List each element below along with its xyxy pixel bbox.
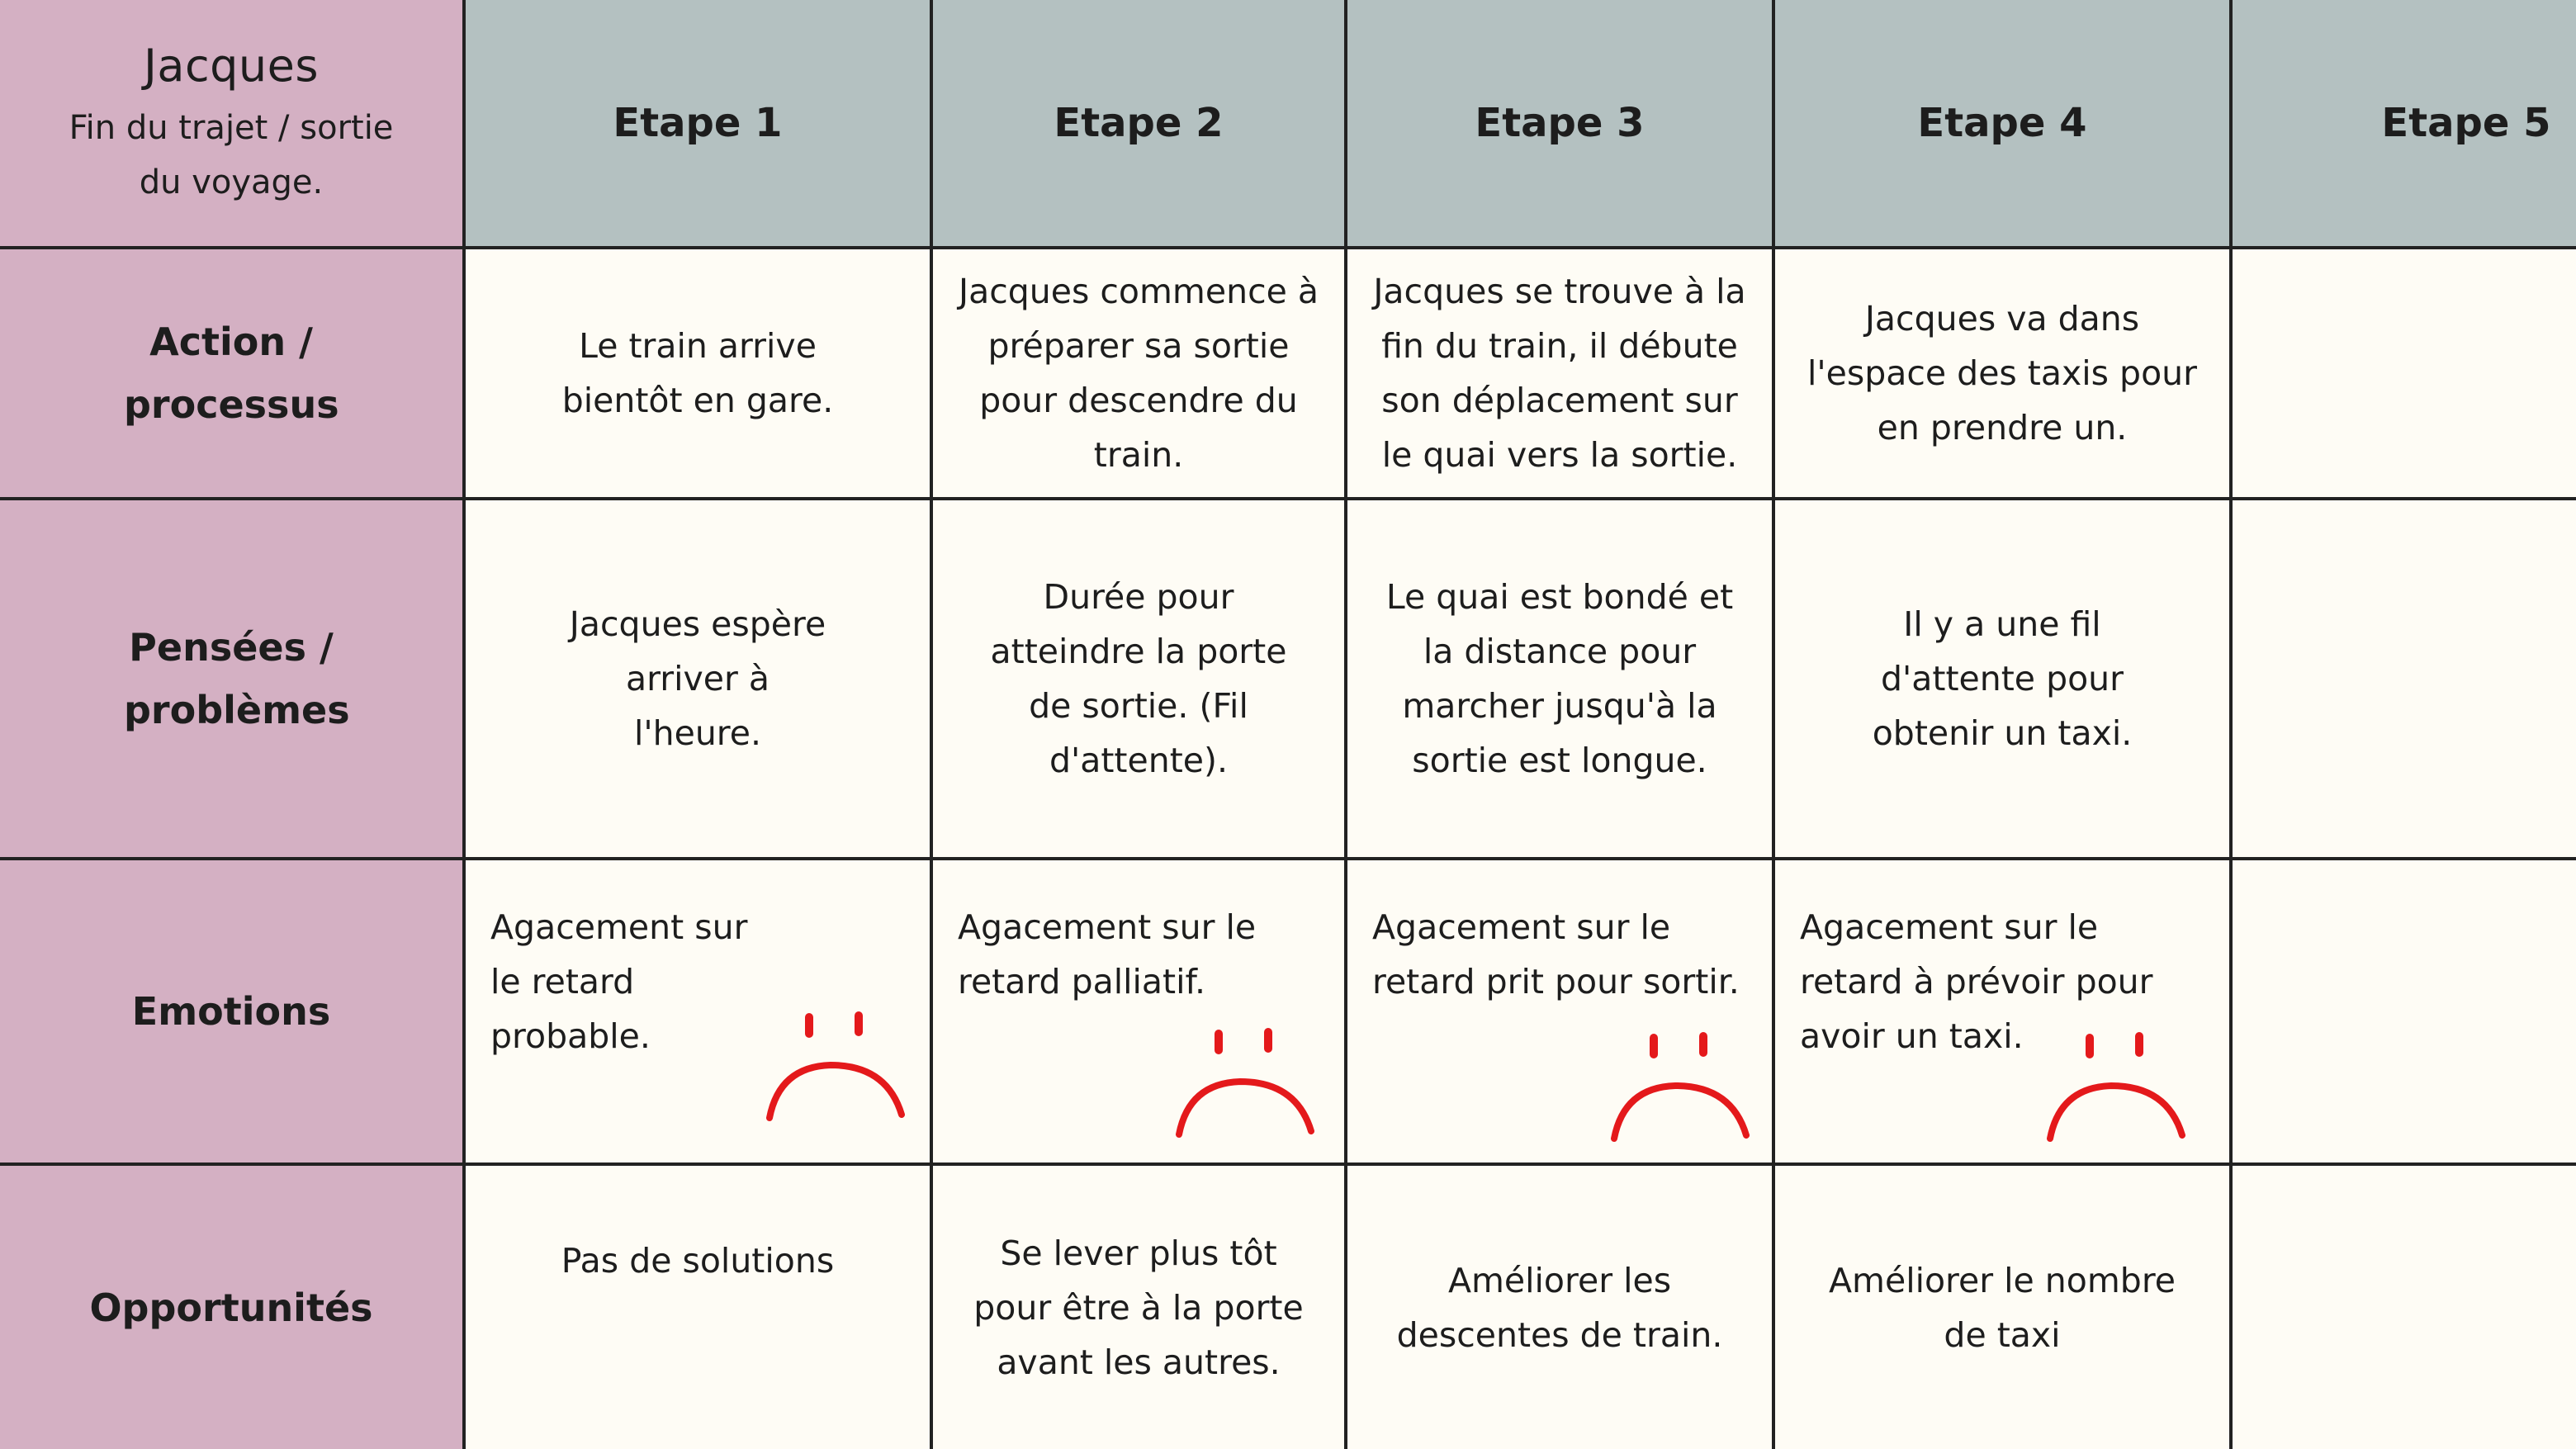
cell-text: Se lever plus tôt pour être à la porte avant les autres. [973, 1233, 1304, 1382]
cell-text: Il y a une fil d'attente pour obtenir un taxi. [1872, 604, 2133, 753]
row-label-text: Pensées / problèmes [124, 625, 350, 732]
frown-mouth [1614, 1086, 1746, 1139]
emotion-cell-4 [1775, 860, 2233, 1166]
row-label-action [0, 249, 466, 500]
cell-text: Le quai est bondé et la distance pour marcher jusqu'à la sortie est longue. [1385, 577, 1734, 780]
opportunity-cell-3 [1347, 1166, 1775, 1449]
journey-subtitle: Fin du trajet / sortie du voyage. [69, 109, 394, 201]
cell-text: Améliorer les descentes de train. [1396, 1260, 1723, 1355]
thoughts-cell-5 [2233, 500, 2576, 860]
action-cell-3 [1347, 249, 1775, 500]
persona-name: Jacques [143, 40, 320, 92]
action-cell-1 [466, 249, 933, 500]
opportunity-cell-1 [466, 1166, 933, 1449]
cell-text: Jacques espère arriver à l'heure. [569, 604, 826, 753]
cell-text: Agacement sur le retard prit pour sortir. [1372, 907, 1740, 1002]
persona-header [0, 0, 466, 249]
frown-mouth [769, 1065, 902, 1118]
emotion-cell-2 [933, 860, 1347, 1166]
cell-text: Agacement sur le retard à prévoir pour avoir un taxi. [1800, 907, 2153, 1056]
emotion-cell-1 [466, 860, 933, 1166]
cell-text: Jacques commence à préparer sa sortie pour descendre du train. [958, 272, 1319, 475]
action-cell-2 [933, 249, 1347, 500]
opportunity-cell-4 [1775, 1166, 2233, 1449]
sad-face-icon [1608, 1021, 1756, 1145]
action-cell-5 [2233, 249, 2576, 500]
thoughts-cell-3 [1347, 500, 1775, 860]
cell-text: Le train arrive bientôt en gare. [561, 326, 834, 420]
emotion-cell-5 [2233, 860, 2576, 1166]
frown-mouth [1179, 1082, 1311, 1134]
thoughts-cell-2 [933, 500, 1347, 860]
opportunity-cell-2 [933, 1166, 1347, 1449]
thoughts-cell-1 [466, 500, 933, 860]
cell-text: Jacques va dans l'espace des taxis pour en prendre un. [1807, 299, 2198, 447]
row-label-text: Opportunités [89, 1285, 373, 1330]
emotion-cell-3 [1347, 860, 1775, 1166]
step-header-5: Etape 5 [2233, 0, 2576, 249]
row-label-text: Action / processus [124, 320, 339, 427]
thoughts-cell-4 [1775, 500, 2233, 860]
frown-mouth [2050, 1086, 2182, 1139]
cell-text: Durée pour atteindre la porte de sortie. (Fil d'attente). [990, 577, 1287, 780]
row-label-opportunities [0, 1166, 466, 1449]
opportunity-cell-5 [2233, 1166, 2576, 1449]
cell-text: Jacques se trouve à la fin du train, il débute son déplacement sur le quai vers la sortie. [1373, 272, 1746, 475]
row-label-thoughts [0, 500, 466, 860]
row-label-emotions [0, 860, 466, 1166]
step-header-3: Etape 3 [1347, 0, 1775, 249]
row-label-text: Emotions [131, 989, 331, 1034]
action-cell-4 [1775, 249, 2233, 500]
step-header-4: Etape 4 [1775, 0, 2233, 249]
sad-face-icon [763, 1001, 912, 1125]
cell-text: Agacement sur le retard probable. [490, 907, 748, 1056]
cell-text: Pas de solutions [561, 1241, 835, 1281]
sad-face-icon [2043, 1021, 2192, 1145]
step-header-2: Etape 2 [933, 0, 1347, 249]
cell-text: Améliorer le nombre de taxi [1828, 1260, 2176, 1355]
step-header-1: Etape 1 [466, 0, 933, 249]
cell-text: Agacement sur le retard palliatif. [958, 907, 1257, 1002]
sad-face-icon [1172, 1017, 1321, 1141]
